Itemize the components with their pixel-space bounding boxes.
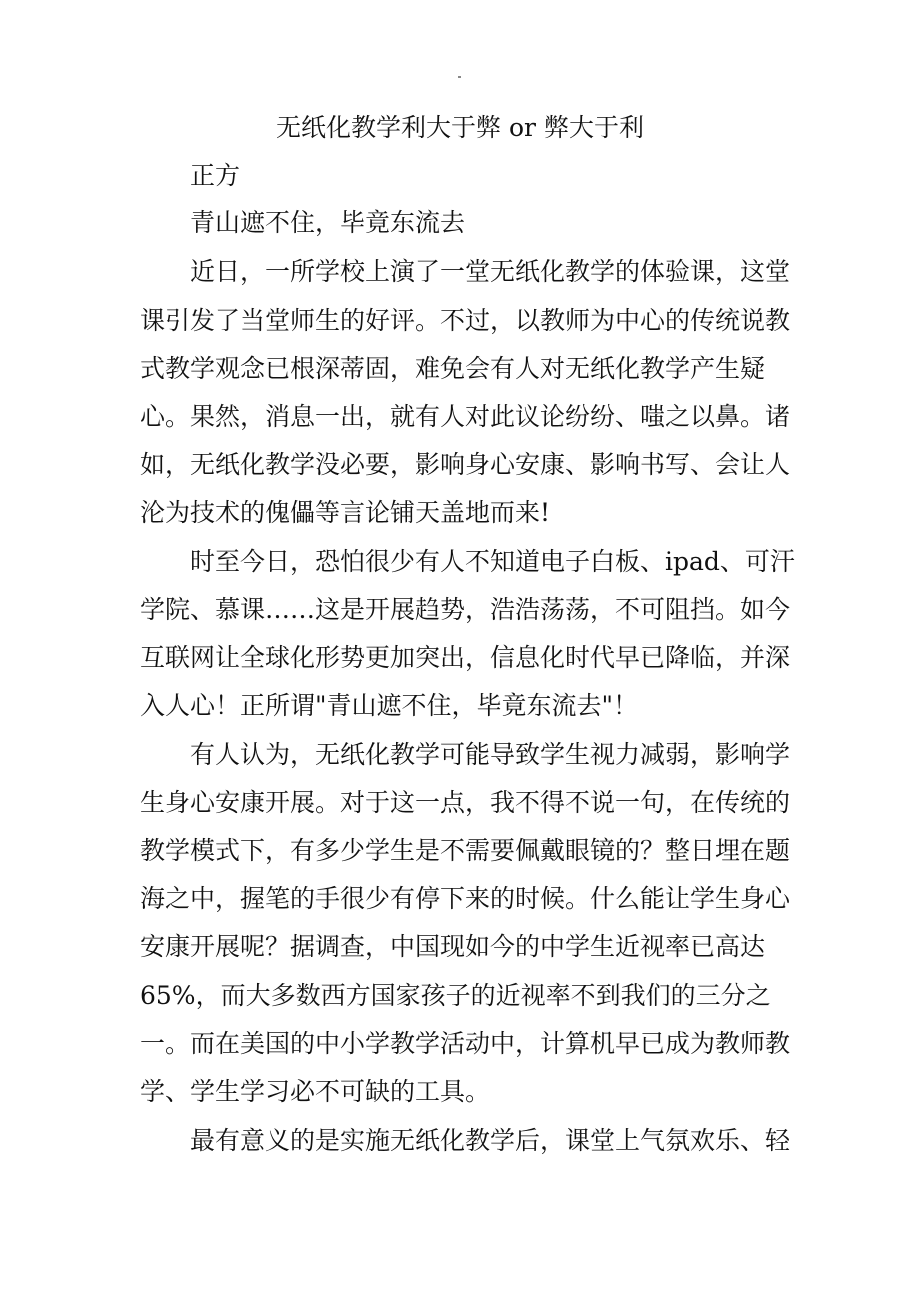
text-line: 安康开展呢？据调查，中国现如今的中学生近视率已高达	[140, 932, 766, 961]
text-line: 教学模式下，有多少学生是不需要佩戴眼镜的？整日埋在题	[140, 836, 791, 865]
text-line: 学、学生学习必不可缺的工具。	[140, 1077, 491, 1106]
document-title: 无纸化教学利大于弊 or 弊大于利	[276, 113, 644, 142]
text-line: 有人认为，无纸化教学可能导致学生视力减弱，影响学	[190, 740, 791, 769]
text-line: 入人心！正所谓"青山遮不住，毕竟东流去"！	[140, 691, 638, 720]
text-line: 如，无纸化教学没必要，影响身心安康、影响书写、会让人	[140, 450, 791, 479]
text-line: 互联网让全球化形势更加突出，信息化时代早已降临，并深	[140, 643, 791, 672]
side-label: 正方	[190, 161, 241, 190]
text-line: 65%，而大多数西方国家孩子的近视率不到我们的三分之	[140, 981, 771, 1010]
text-line: 式教学观念已根深蒂固，难免会有人对无纸化教学产生疑	[140, 354, 766, 383]
header-mark	[458, 76, 461, 78]
text-line: 海之中，握笔的手很少有停下来的时候。什么能让学生身心	[140, 884, 791, 913]
text-line: 生身心安康开展。对于这一点，我不得不说一句，在传统的	[140, 788, 791, 817]
text-line: 心。果然，消息一出，就有人对此议论纷纷、嗤之以鼻。诸	[140, 402, 791, 431]
text-line: 近日，一所学校上演了一堂无纸化教学的体验课，这堂	[190, 257, 791, 286]
text-line: 沦为技术的傀儡等言论铺天盖地而来!	[140, 498, 551, 527]
text-line: 学院、慕课……这是开展趋势，浩浩荡荡，不可阻挡。如今	[140, 595, 791, 624]
text-line: 一。而在美国的中小学教学活动中，计算机早已成为教师教	[140, 1029, 791, 1058]
subtitle: 青山遮不住，毕竟东流去	[190, 208, 466, 237]
text-line: 最有意义的是实施无纸化教学后，课堂上气氛欢乐、轻	[190, 1126, 791, 1155]
text-line: 课引发了当堂师生的好评。不过，以教师为中心的传统说教	[140, 306, 791, 335]
text-line: 时至今日，恐怕很少有人不知道电子白板、ipad、可汗	[190, 547, 795, 576]
